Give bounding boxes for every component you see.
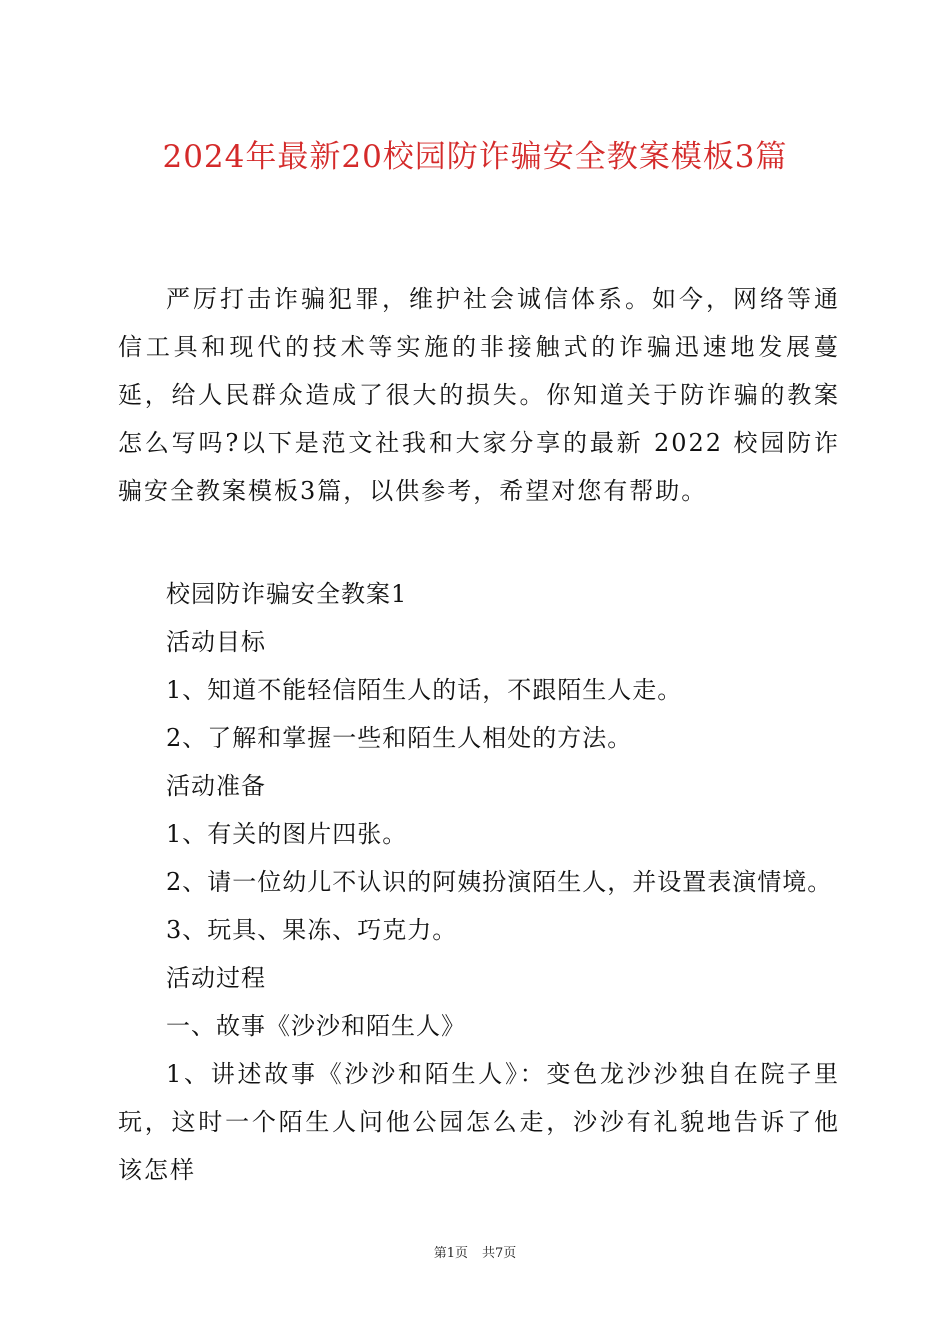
list-item: 2、了解和掌握一些和陌生人相处的方法。 bbox=[166, 724, 633, 752]
page-footer bbox=[0, 1244, 950, 1264]
subheading-preparation: 活动准备 bbox=[166, 772, 266, 800]
intro-paragraph: 严厉打击诈骗犯罪，维护社会诚信体系。如今，网络等通信工具和现代的技术等实施的非接触式的诈骗迅速地发展蔓延，给人民群众造成了很大的损失。你知道关于防诈骗的教案怎么写吗?以下是范文社我和大家分享的最新 2022 校园防诈骗安全教案模板3篇，以供参考，希望对您有帮助。 bbox=[118, 285, 840, 505]
body-lines bbox=[118, 570, 840, 1194]
page-total: 共7页 bbox=[482, 1246, 517, 1261]
document-title: 2024年最新20校园防诈骗安全教案模板3篇 bbox=[162, 139, 788, 175]
subheading-goals: 活动目标 bbox=[166, 628, 266, 656]
list-item: 2、请一位幼儿不认识的阿姨扮演陌生人，并设置表演情境。 bbox=[166, 868, 833, 896]
list-item: 3、玩具、果冻、巧克力。 bbox=[166, 916, 458, 944]
list-item: 一、故事《沙沙和陌生人》 bbox=[166, 1012, 466, 1040]
page-number: 第1页 bbox=[433, 1246, 468, 1261]
subheading-process: 活动过程 bbox=[166, 964, 266, 992]
section-heading: 校园防诈骗安全教案1 bbox=[166, 580, 408, 608]
list-item: 1、有关的图片四张。 bbox=[166, 820, 408, 848]
story-paragraph: 1、讲述故事《沙沙和陌生人》：变色龙沙沙独自在院子里玩，这时一个陌生人问他公园怎么走，沙沙有礼貌地告诉了他该怎样 bbox=[118, 1060, 840, 1184]
list-item: 1、知道不能轻信陌生人的话，不跟陌生人走。 bbox=[166, 676, 683, 704]
